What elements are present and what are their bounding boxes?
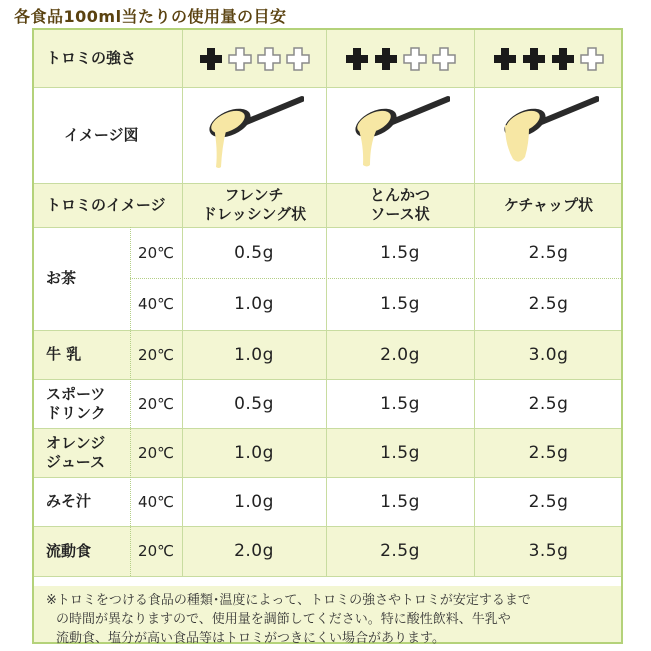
dosage-value: 1.0g bbox=[234, 294, 274, 314]
dosage-value: 2.5g bbox=[380, 541, 420, 561]
temperature-cell: 20℃ bbox=[138, 542, 174, 560]
temperature-cell: 20℃ bbox=[138, 345, 174, 364]
texture-line: ケチャップ状 bbox=[504, 195, 593, 214]
image-label: イメージ図 bbox=[64, 125, 139, 144]
footnote bbox=[34, 586, 621, 646]
grid-line bbox=[34, 477, 621, 478]
temperature-cell: 20℃ bbox=[138, 394, 174, 413]
grid-line bbox=[34, 330, 621, 331]
grid-line bbox=[34, 227, 621, 228]
plus-filled-icon bbox=[550, 46, 576, 72]
grid-line bbox=[34, 428, 621, 429]
footnote-line: 流動食、塩分が高い食品等はトロミがつきにくい場合があります。 bbox=[56, 631, 445, 646]
food-line: スポーツ bbox=[46, 384, 106, 403]
temperature-cell: 40℃ bbox=[138, 295, 174, 313]
temperature-cell: 20℃ bbox=[138, 443, 174, 462]
plus-filled-icon bbox=[521, 46, 547, 72]
texture-line: とんかつ bbox=[369, 186, 430, 204]
plus-outline-icon bbox=[227, 46, 253, 72]
food-milk: 牛 乳 bbox=[46, 345, 82, 363]
dosage-value: 2.0g bbox=[380, 344, 420, 365]
plus-filled-icon bbox=[198, 46, 224, 72]
grid-line bbox=[34, 526, 621, 527]
dosage-value: 2.5g bbox=[528, 294, 569, 314]
grid-line bbox=[34, 87, 621, 88]
dosage-value: 2.5g bbox=[528, 491, 569, 512]
spoon-image-2 bbox=[326, 87, 474, 183]
food-liquid-food: 流動食 bbox=[46, 541, 92, 560]
dosage-value: 1.0g bbox=[234, 442, 274, 463]
texture-label: トロミのイメージ bbox=[46, 195, 166, 214]
grid-line bbox=[182, 30, 183, 576]
food-miso-soup: みそ汁 bbox=[46, 492, 92, 510]
strength-level-2 bbox=[326, 30, 474, 87]
plus-outline-icon bbox=[285, 46, 311, 72]
spoon-image-3 bbox=[474, 87, 623, 183]
dosage-value: 3.0g bbox=[528, 344, 569, 365]
dosage-value: 2.5g bbox=[528, 242, 569, 263]
dosage-value: 1.5g bbox=[380, 491, 420, 512]
spoon-pour-icon bbox=[204, 95, 304, 175]
grid-line bbox=[130, 278, 621, 279]
dosage-value: 1.5g bbox=[380, 242, 420, 263]
plus-outline-icon bbox=[431, 46, 457, 72]
food-line: ジュース bbox=[46, 452, 105, 471]
dosage-value: 1.5g bbox=[380, 294, 420, 314]
spoon-image-1 bbox=[182, 87, 326, 183]
temperature-cell: 40℃ bbox=[138, 492, 174, 511]
food-orange-juice bbox=[34, 428, 130, 477]
dosage-value: 1.0g bbox=[234, 344, 274, 365]
dosage-value: 1.0g bbox=[234, 491, 274, 512]
texture-level-1 bbox=[182, 183, 326, 227]
texture-line: ソース状 bbox=[370, 205, 430, 223]
dosage-value: 2.0g bbox=[234, 541, 274, 561]
dosage-value: 0.5g bbox=[234, 393, 274, 414]
strength-level-1 bbox=[182, 30, 326, 87]
dosage-value: 3.5g bbox=[528, 541, 569, 561]
grid-line bbox=[130, 227, 131, 576]
texture-level-3 bbox=[474, 183, 623, 227]
grid-line bbox=[34, 576, 621, 577]
footnote-line: の時間が異なりますので、使用量を調節してください。特に酸性飲料、牛乳や bbox=[56, 612, 511, 627]
dosage-value: 2.5g bbox=[528, 393, 569, 414]
page-title: 各食品100ml当たりの使用量の目安 bbox=[14, 7, 287, 26]
plus-outline-icon bbox=[402, 46, 428, 72]
dosage-value: 0.5g bbox=[234, 242, 274, 263]
spoon-pour-icon bbox=[350, 95, 450, 175]
dosage-value: 2.5g bbox=[528, 442, 569, 463]
grid-line bbox=[34, 183, 621, 184]
food-tea: お茶 bbox=[46, 269, 77, 287]
plus-filled-icon bbox=[344, 46, 370, 72]
plus-filled-icon bbox=[373, 46, 399, 72]
grid-line bbox=[474, 30, 475, 576]
plus-outline-icon bbox=[579, 46, 605, 72]
plus-filled-icon bbox=[492, 46, 518, 72]
dosage-table bbox=[32, 28, 623, 644]
strength-label: トロミの強さ bbox=[46, 49, 137, 67]
dosage-value: 1.5g bbox=[380, 393, 420, 414]
texture-level-2 bbox=[326, 183, 474, 227]
texture-line: ドレッシング状 bbox=[201, 205, 307, 223]
plus-outline-icon bbox=[256, 46, 282, 72]
grid-line bbox=[326, 30, 327, 576]
dosage-value: 1.5g bbox=[380, 442, 420, 463]
grid-line bbox=[34, 379, 621, 380]
temperature-cell: 20℃ bbox=[138, 243, 174, 262]
spoon-pour-icon bbox=[499, 95, 599, 175]
strength-level-3 bbox=[474, 30, 623, 87]
food-line: オレンジ bbox=[46, 433, 106, 452]
food-sports-drink bbox=[34, 379, 130, 428]
food-line: ドリンク bbox=[46, 403, 106, 422]
texture-line: フレンチ bbox=[224, 186, 284, 204]
footnote-line: ※トロミをつける食品の種類･温度によって、トロミの強さやトロミが安定するまで bbox=[46, 593, 531, 608]
